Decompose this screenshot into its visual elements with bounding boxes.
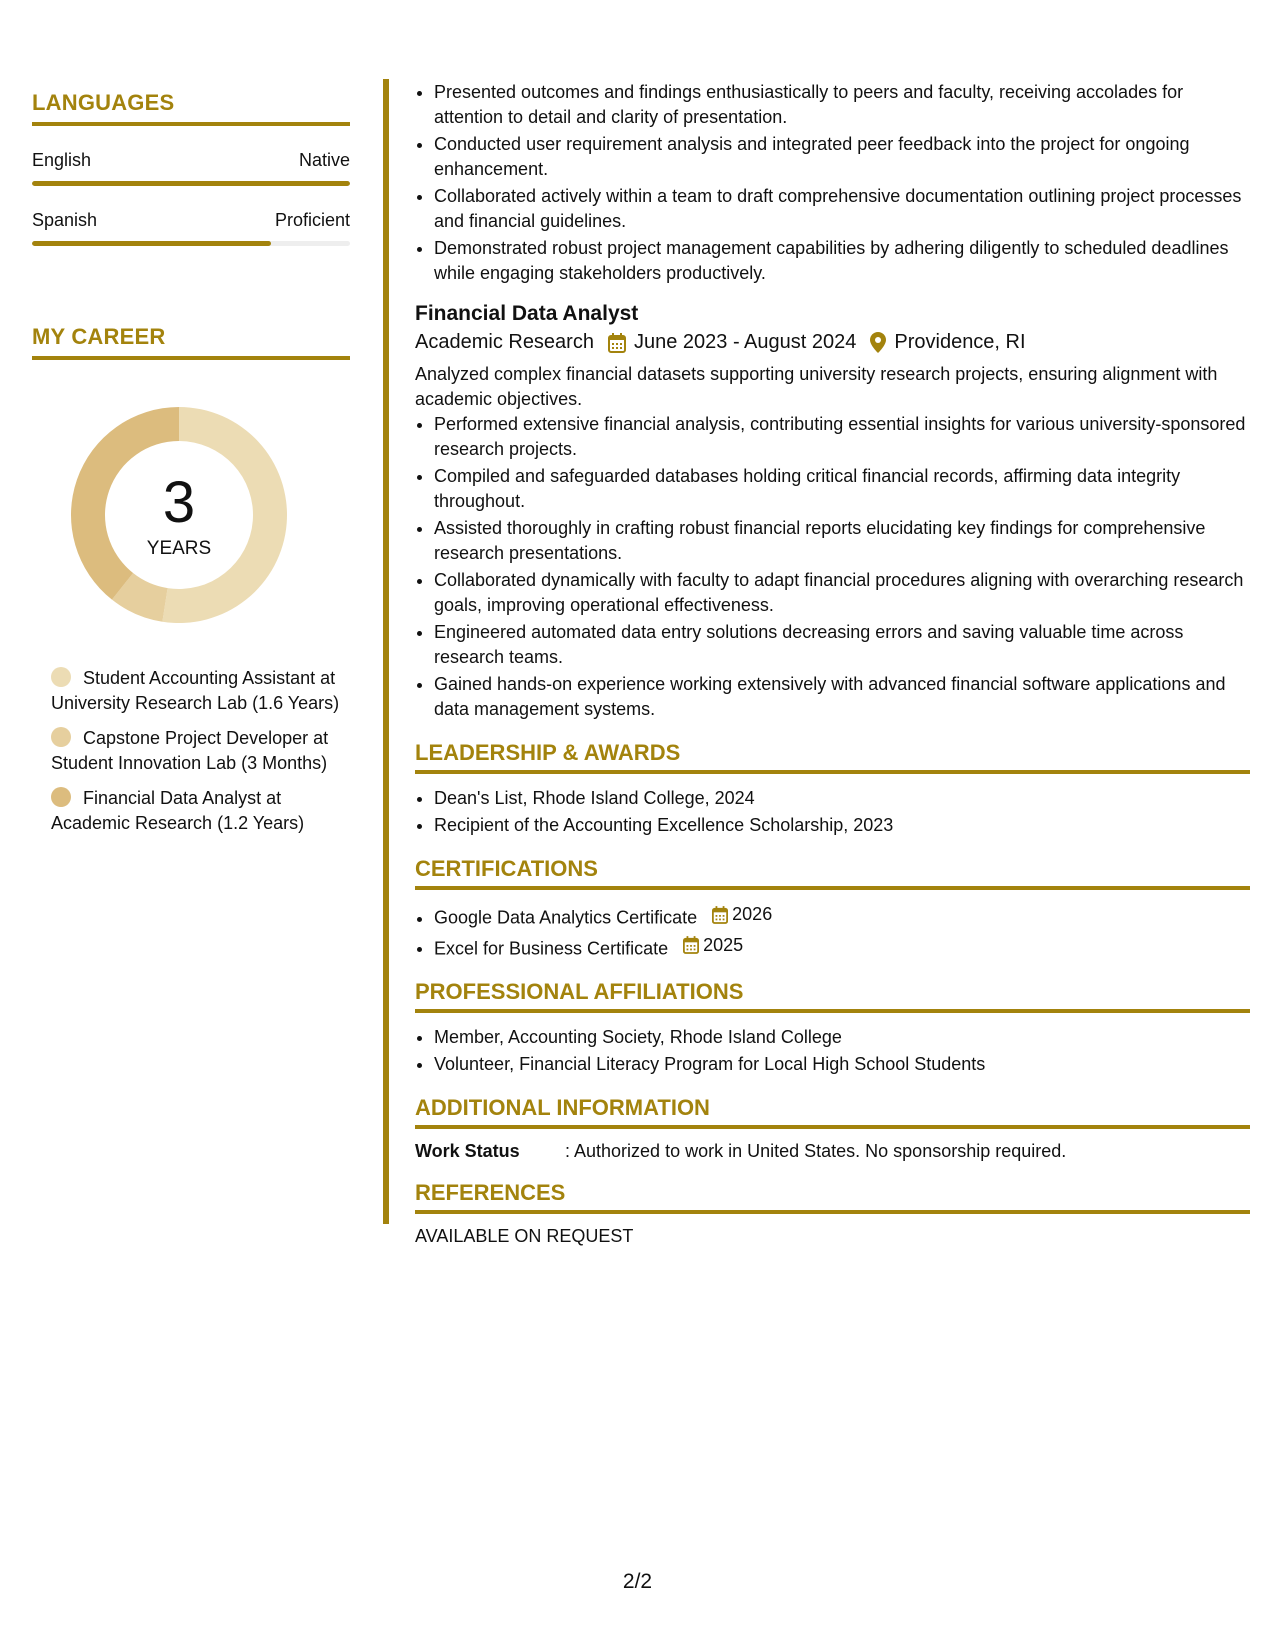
certifications-title: CERTIFICATIONS — [415, 856, 1250, 890]
list-item: • Recipient of the Accounting Excellence Scholarship, 2023 — [434, 813, 1250, 838]
list-item: • Compiled and safeguarded databases holding critical financial records, affirming data integrity throughout. — [434, 464, 1250, 514]
list-item: • Conducted user requirement analysis and integrated peer feedback into the project for ongoing enhancement. — [434, 132, 1250, 182]
legend-label: Student Accounting Assistant at University Research Lab (1.6 Years) — [51, 668, 340, 713]
job-meta — [415, 331, 1250, 354]
legend-item — [51, 666, 341, 716]
list-item: • Assisted thoroughly in crafting robust financial reports elucidating key findings for comprehensive research presentations. — [434, 516, 1250, 566]
calendar-icon — [683, 936, 699, 954]
affiliations-list — [415, 1025, 1250, 1077]
job-dates: June 2023 - August 2024 — [633, 331, 857, 353]
list-item: • Demonstrated robust project management capabilities by adhering diligently to scheduled deadlines while engaging stakeholders productively. — [434, 236, 1250, 286]
certification-name: Excel for Business Certificate — [434, 938, 669, 958]
career-total-unit: YEARS — [146, 538, 212, 559]
language-item — [32, 150, 350, 186]
list-item: • Dean's List, Rhode Island College, 2024 — [434, 786, 1250, 811]
references-title: REFERENCES — [415, 1180, 1250, 1214]
language-level: Proficient — [274, 210, 350, 230]
work-status-row — [415, 1141, 1250, 1162]
certification-name: Google Data Analytics Certificate — [434, 907, 698, 928]
list-item: • Engineered automated data entry solutions decreasing errors and saving valuable time across research teams. — [434, 620, 1250, 670]
career-donut-chart — [64, 400, 294, 630]
location-pin-icon — [870, 332, 886, 353]
calendar-icon — [712, 906, 728, 924]
legend-item — [51, 786, 341, 836]
language-level: Native — [298, 150, 350, 170]
calendar-icon — [608, 333, 626, 353]
job-bullets — [415, 412, 1250, 722]
list-item — [434, 902, 1250, 931]
leadership-list — [415, 786, 1250, 838]
career-total-value: 3 — [162, 470, 196, 535]
affiliations-title: PROFESSIONAL AFFILIATIONS — [415, 979, 1250, 1013]
language-proficiency-bar — [32, 181, 350, 186]
language-proficiency-fill — [32, 181, 350, 186]
list-item: • Volunteer, Financial Literacy Program for Local High School Students — [434, 1052, 1250, 1077]
language-proficiency-fill — [32, 241, 271, 246]
column-divider — [383, 79, 389, 1224]
legend-dot — [51, 667, 71, 687]
job-summary: Analyzed complex financial datasets supporting university research projects, ensuring alignment with academic objectives. — [415, 364, 1218, 409]
languages-title: LANGUAGES — [32, 90, 350, 126]
right-column — [415, 80, 1250, 1247]
certification-year: 2026 — [732, 904, 773, 924]
left-column — [32, 90, 350, 846]
legend-dot — [51, 727, 71, 747]
job-company: Academic Research — [415, 331, 594, 353]
job-location: Providence, RI — [894, 331, 1026, 353]
legend-dot — [51, 787, 71, 807]
legend-item — [51, 726, 341, 776]
language-proficiency-bar — [32, 241, 350, 246]
legend-label: Capstone Project Developer at Student Innovation Lab (3 Months) — [51, 728, 329, 773]
list-item: • Gained hands-on experience working extensively with advanced financial software applications and data management systems. — [434, 672, 1250, 722]
career-title: MY CAREER — [32, 324, 350, 360]
work-status-label: Work Status — [415, 1141, 520, 1161]
list-item — [434, 933, 1250, 962]
language-name: English — [32, 150, 92, 170]
career-legend — [51, 666, 341, 836]
list-item: • Performed extensive financial analysis, contributing essential insights for various university-sponsored research projects. — [434, 412, 1250, 462]
language-item — [32, 210, 350, 246]
legend-label: Financial Data Analyst at Academic Research (1.2 Years) — [51, 788, 305, 833]
language-name: Spanish — [32, 210, 98, 230]
leadership-title: LEADERSHIP & AWARDS — [415, 740, 1250, 774]
certification-year: 2025 — [703, 934, 744, 955]
additional-info-title: ADDITIONAL INFORMATION — [415, 1095, 1250, 1129]
references-text: AVAILABLE ON REQUEST — [415, 1226, 634, 1246]
job-title: Financial Data Analyst — [415, 302, 639, 325]
list-item: • Collaborated actively within a team to draft comprehensive documentation outlining project processes and financial guidelines. — [434, 184, 1250, 234]
previous-job-bullets — [415, 80, 1250, 286]
list-item: • Presented outcomes and findings enthusiastically to peers and faculty, receiving accolades for attention to detail and clarity of presentation. — [434, 80, 1250, 130]
page-number: 2/2 — [622, 1570, 653, 1593]
certifications-list — [415, 902, 1250, 961]
list-item: • Collaborated dynamically with faculty to adapt financial procedures aligning with overarching research goals, improving operational effectiveness. — [434, 568, 1250, 618]
work-status-value: : Authorized to work in United States. No sponsorship required. — [565, 1141, 1067, 1161]
list-item: • Member, Accounting Society, Rhode Island College — [434, 1025, 1250, 1050]
